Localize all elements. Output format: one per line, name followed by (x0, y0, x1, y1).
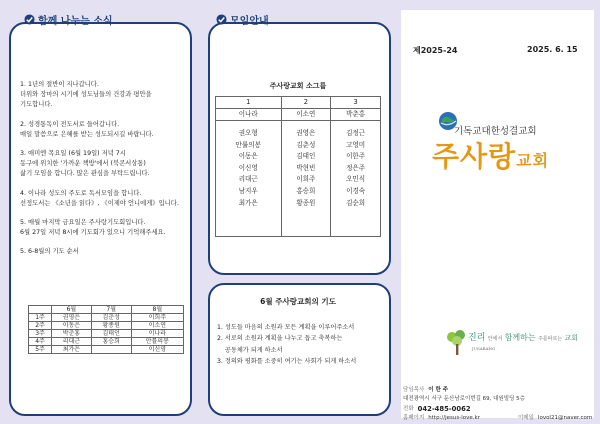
denomination: 기독교대한성결교회 (454, 126, 537, 137)
schedule-header: 8월 (131, 306, 183, 314)
church-name: 주사랑교회 (432, 140, 550, 173)
news-item: 4. 이나라 성도의 주도로 독서모임을 합니다. 선정도서는 《소년을 읽다》, 《이제야 언니에게》입니다. (20, 189, 179, 207)
prayer-item: 공동체가 되게 하소서 (217, 346, 283, 354)
table-row: 4주 리대근 홍승희 안률의봉 (29, 338, 184, 346)
small-group-title: 주사랑교회 소그룹 (269, 82, 327, 90)
schedule-header: 6월 (52, 306, 92, 314)
news-item: 1. 1년의 절반이 지나갑니다. 더위와 장마의 시기에 성도님들의 건강과 평안을 기도합니다. (20, 81, 152, 109)
group-members: 김정근 고영미 이한주 정은주 오민식 이경숙 김순희 (331, 121, 381, 237)
slogan-brand: JUSARANG (472, 346, 496, 351)
group-leader: 박춘홍 (331, 109, 381, 121)
check-icon (24, 14, 35, 25)
group-leader: 이소연 (281, 109, 331, 121)
table-row: 5주 최가은 이신영 (29, 346, 184, 354)
church-info: 담임목사 이 한 주 대전광역시 서구 둔산남로이번길 69, 대원빌딩 5층 전화 042-485-0062 홈페이지 http://jesus-love.kr 이메일 lovol21@naver.com (403, 386, 598, 424)
group-members: 권영은 김춘성 김태인 박현빈 이희주 홍승희 황종원 (281, 121, 331, 237)
check-icon (216, 14, 227, 25)
meeting-section-title (216, 12, 269, 27)
news-title-text: 함께 나누는 소식 (38, 16, 113, 27)
table-row: 1주 권영은 김춘성 이희주 (29, 314, 184, 322)
email-link[interactable]: lovol21@naver.com (537, 415, 593, 422)
prayer-schedule-table (28, 305, 184, 354)
prayer-title: 6월 주사랑교회의 기도 (260, 297, 336, 306)
pastor-name: 이 한 주 (428, 387, 449, 393)
schedule-header (29, 306, 52, 314)
group-leader: 이나라 (216, 109, 282, 121)
website-link[interactable]: http://jesus-love.kr (428, 415, 480, 422)
meeting-title-text: 모임안내 (230, 16, 269, 27)
table-row: 2주 이동은 황종원 이소연 (29, 322, 184, 330)
phone-number: 042-485-0062 (417, 404, 471, 413)
church-slogan: 진리 안에서 함께하는 주를따르는 교회 JUSARANG (468, 333, 579, 351)
group-members: 권오형 안률의봉 이동은 이신영 리대근 남지우 최가은 (216, 121, 282, 237)
prayer-item: 1. 성도들 마음의 소원과 모든 계획을 이루어주소서 (217, 324, 355, 331)
address: 대전광역시 서구 둔산남로이번길 69, 대원빌딩 5층 (403, 396, 525, 403)
prayer-item: 2. 서로의 소원과 계획을 나누고 돕고 축복하는 (217, 335, 343, 343)
small-group-table (215, 96, 381, 237)
issue-date: 2025. 6. 15 (527, 45, 578, 54)
group-number: 1 (216, 97, 282, 109)
tree-logo-icon (446, 330, 468, 356)
group-number: 2 (281, 97, 331, 109)
news-list (20, 80, 180, 267)
news-item: 3. 애미엔 목요일 (6월 19일) 저녁 7시 동구에 위치한 '가까운 책방'에서 (북콘서상통) 삶기 모임을 합니다. 많은 관심을 부탁드립니다. (20, 150, 150, 178)
news-item: 2. 성경통독이 전도서로 들어갑니다. 매일 말씀으로 은혜를 받는 성도되시길 바랍니다. (20, 120, 154, 138)
prayer-list (217, 322, 387, 368)
schedule-header: 7월 (91, 306, 131, 314)
cover-panel (401, 10, 594, 418)
news-section-title (24, 12, 113, 27)
news-item: 5. 매월 마지막 금요일은 주사랑기도회입니다. 6월 27일 저녁 8시에 기도회가 있으니 기억해주세요. (20, 219, 166, 237)
issue-number: 제2025-24 (413, 46, 458, 55)
group-number: 3 (331, 97, 381, 109)
prayer-item: 3. 정의와 평화를 소중히 여기는 사회가 되게 하소서 (217, 358, 357, 366)
table-row: 3주 박춘홍 김태인 이나라 (29, 330, 184, 338)
news-item: 5. 6-8월의 기도 순서 (20, 248, 79, 256)
